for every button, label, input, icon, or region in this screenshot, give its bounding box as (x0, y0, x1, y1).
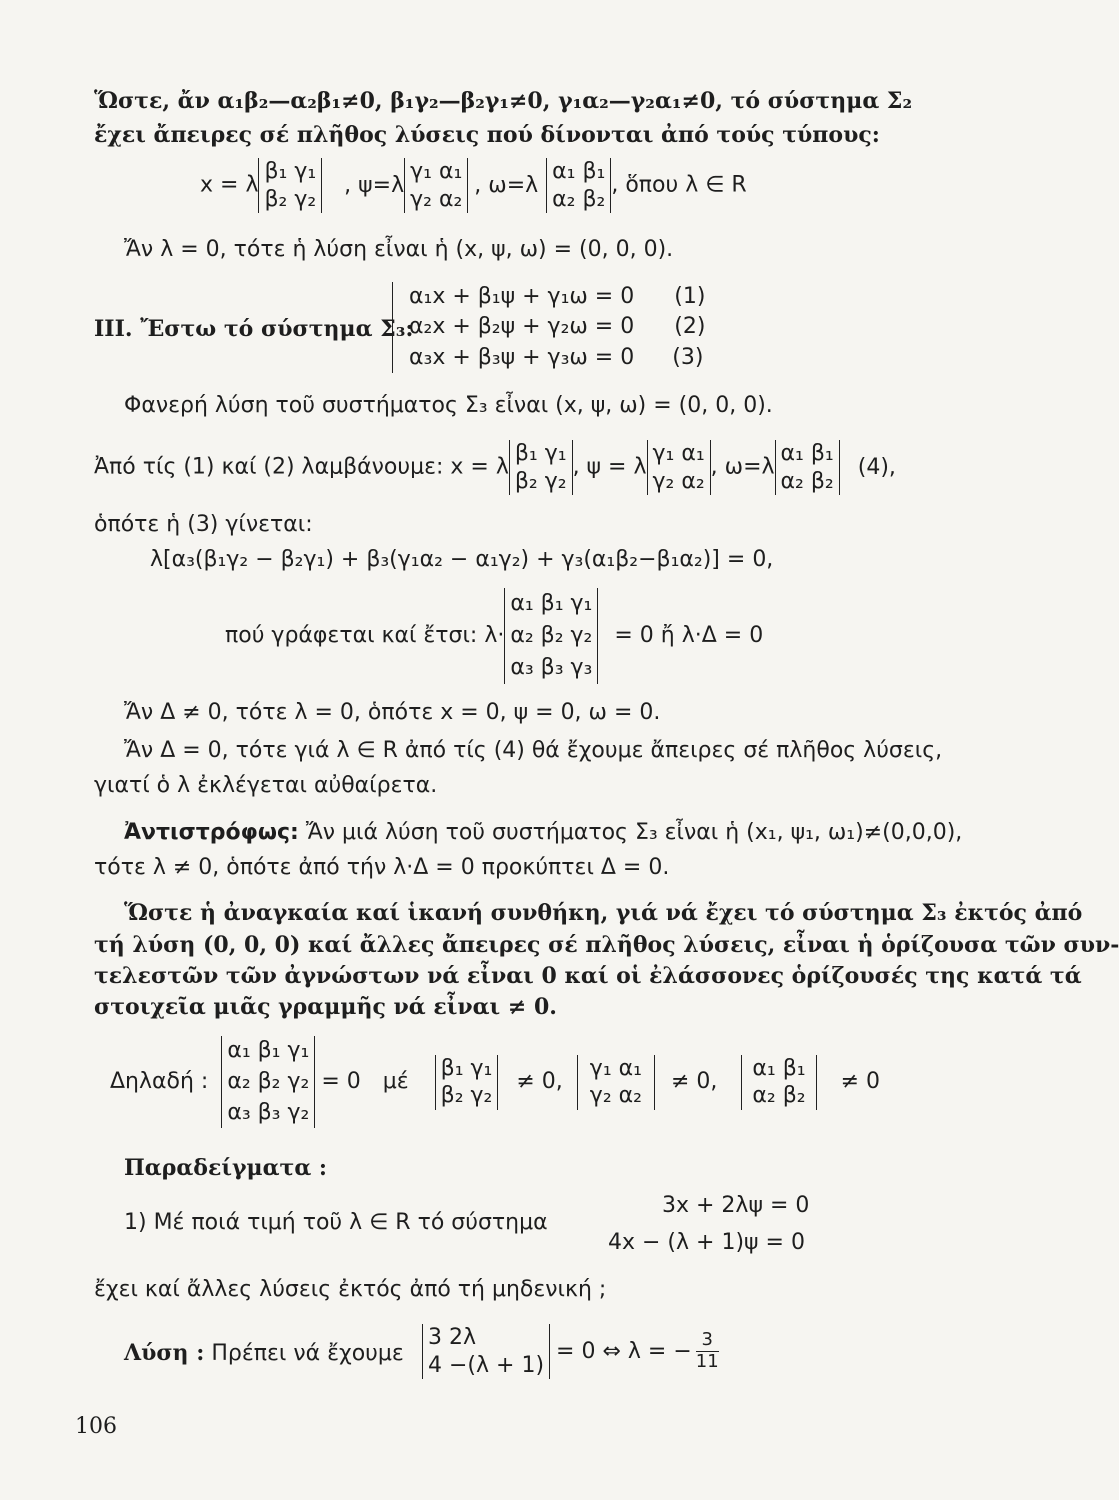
solution-formula (422, 1324, 719, 1379)
formula-from12 (94, 440, 896, 495)
det-row: β₁ γ₁ (514, 441, 567, 466)
formula-label: Ἀπό τίς (1) καί (2) λαμβάνουμε: x = λ (94, 454, 509, 480)
text-line: ὁπότε ἡ (3) γίνεται: (94, 512, 313, 537)
det-row: 3 2λ (428, 1325, 477, 1350)
det-row: α₁ β₁ γ₁ (510, 591, 593, 616)
text-line: ἔχει καί ἄλλες λύσεις ἐκτός ἀπό τή μηδενική ; (94, 1277, 607, 1302)
det-row: α₂ β₂ γ₂ (227, 1068, 310, 1094)
determinant (647, 440, 711, 495)
section-label: ΙΙΙ. Ἔστω τό σύστημα Σ₃: (94, 316, 414, 342)
determinant (258, 158, 322, 213)
fraction (696, 1330, 719, 1372)
determinant (546, 158, 611, 213)
det-row: β₂ γ₂ (264, 186, 317, 212)
equation: α₁x + β₁ψ + γ₁ω = 0 (1) (409, 282, 705, 312)
formula-label: = 0 ⇔ λ = − (556, 1338, 692, 1364)
det-row: γ₁ α₁ (410, 159, 463, 184)
text-line: Ἀντιστρόφως: Ἄν μιά λύση τοῦ συστήματος Σ₃ εἶναι ἡ (x₁, ψ₁, ω₁)≠(0,0,0), (124, 820, 963, 845)
equation-number: (4), (857, 454, 896, 480)
formula-label: = 0 (321, 1069, 361, 1095)
text-line: Φανερή λύση τοῦ συστήματος Σ₃ εἶναι (x, ψ, ω) = (0, 0, 0). (124, 393, 773, 418)
det-row: β₂ γ₂ (514, 468, 567, 494)
det-row: γ₂ α₂ (410, 186, 463, 212)
fraction-numerator: 3 (696, 1330, 719, 1352)
equation-number: (1) (674, 284, 706, 309)
det-row: β₁ γ₁ (440, 1055, 493, 1081)
det-row: α₁ β₁ (780, 441, 834, 466)
det-row: α₂ β₂ (752, 1083, 806, 1109)
converse-label: Ἀντιστρόφως: (124, 820, 299, 845)
det-row: α₃ β₃ γ₂ (227, 1099, 310, 1125)
text-line: Ἄν Δ ≠ 0, τότε λ = 0, ὁπότε x = 0, ψ = 0, ω = 0. (124, 700, 661, 725)
text-line: τή λύση (0, 0, 0) καί ἄλλες ἄπειρες σέ πλῆθος λύσεις, εἶναι ἡ ὁρίζουσα τῶν συν- (94, 932, 1119, 958)
formula-label: πού γράφεται καί ἔτσι: λ· (225, 622, 505, 648)
det-row: α₂ β₂ (780, 468, 834, 494)
text-line: γιατί ὁ λ ἐκλέγεται αὐθαίρετα. (94, 773, 438, 798)
fraction-denominator: 11 (695, 1351, 719, 1372)
determinant (775, 440, 840, 495)
equation-number: (3) (672, 344, 704, 370)
det-row: γ₁ α₁ (652, 441, 705, 466)
det-row: 4 −(λ + 1) (428, 1352, 545, 1378)
determinant (504, 588, 598, 684)
text-line: Ἄν Δ = 0, τότε γιά λ ∈ R ἀπό τίς (4) θά ἔχουμε ἄπειρες σέ πλῆθος λύσεις, (124, 738, 943, 763)
det-row: γ₂ α₂ (652, 468, 705, 494)
text-line: τότε λ ≠ 0, ὁπότε ἀπό τήν λ·Δ = 0 προκύπτει Δ = 0. (94, 855, 670, 880)
formula-xyz (200, 158, 747, 213)
formula-label: , ψ=λ (344, 172, 405, 198)
text-line: Ὥστε ἡ ἀναγκαία καί ἱκανή συνθήκη, γιά νά ἔχει τό σύστημα Σ₃ ἐκτός ἀπό (124, 900, 1083, 926)
determinant (577, 1055, 655, 1110)
formula-label: x = λ (200, 172, 259, 198)
formula-label: ≠ 0 (840, 1069, 880, 1095)
det-row: α₃ β₃ γ₃ (510, 654, 593, 680)
det-row: α₂ β₂ (552, 186, 606, 212)
text-line: Ἄν λ = 0, τότε ἡ λύση εἶναι ἡ (x, ψ, ω) = (0, 0, 0). (124, 237, 674, 262)
page-number: 106 (75, 1414, 117, 1439)
text-line: 1) Μέ ποιά τιμή τοῦ λ ∈ R τό σύστημα (124, 1210, 548, 1235)
formula-label: ≠ 0, (670, 1069, 718, 1095)
text-line: Ὥστε, ἄν α₁β₂—α₂β₁≠0, β₁γ₂—β₂γ₁≠0, γ₁α₂—γ₂α₁≠0, τό σύστημα Σ₂ (94, 88, 913, 114)
equation: α₃x + β₃ψ + γ₃ω = 0 (3) (409, 343, 705, 373)
det-row: α₂ β₂ γ₂ (510, 622, 593, 648)
formula-expansion: λ[α₃(β₁γ₂ − β₂γ₁) + β₃(γ₁α₂ − α₁γ₂) + γ₃(α₁β₂−β₁α₂)] = 0, (150, 547, 774, 572)
formula-namely (110, 1036, 880, 1128)
formula-label: = 0 ἤ λ·Δ = 0 (614, 622, 764, 648)
formula-label: , ω=λ (710, 454, 775, 480)
text-line: στοιχεῖα μιᾶς γραμμῆς νά εἶναι ≠ 0. (94, 994, 557, 1020)
equation-system (392, 282, 705, 373)
det-row: α₁ β₁ γ₁ (227, 1038, 310, 1063)
text-line: τελεστῶν τῶν ἀγνώστων νά εἶναι 0 καί οἱ ἐλάσσονες ὁρίζουσές της κατά τά (94, 963, 1082, 989)
section-title: Παραδείγματα : (124, 1155, 328, 1181)
determinant (741, 1055, 816, 1110)
det-row: α₁ β₁ (752, 1055, 806, 1081)
equation: 3x + 2λψ = 0 (662, 1193, 810, 1218)
formula-label: Δηλαδή : (110, 1069, 209, 1095)
det-row: β₁ γ₁ (264, 159, 317, 184)
text-line: ἔχει ἄπειρες σέ πλῆθος λύσεις πού δίνονται ἀπό τούς τύπους: (94, 122, 880, 148)
formula-label: , ψ = λ (572, 454, 647, 480)
formula-written (225, 588, 763, 684)
determinant (221, 1036, 315, 1128)
solution-label: Λύση : (124, 1340, 205, 1366)
determinant (404, 158, 468, 213)
det-row: α₁ β₁ (552, 159, 606, 184)
det-row: γ₂ α₂ (589, 1083, 642, 1109)
equation-number: (2) (674, 314, 706, 340)
equation: 4x − (λ + 1)ψ = 0 (608, 1230, 805, 1255)
solution (124, 1340, 404, 1367)
det-row: γ₁ α₁ (589, 1055, 642, 1081)
det-row: β₂ γ₂ (440, 1083, 493, 1109)
determinant (435, 1055, 499, 1110)
formula-label: ≠ 0, (516, 1069, 563, 1095)
text-line: Πρέπει νά ἔχουμε (211, 1341, 404, 1366)
determinant (509, 440, 573, 495)
formula-label: μέ (382, 1069, 409, 1095)
formula-label: , ὅπου λ ∈ R (611, 172, 747, 198)
formula-label: , ω=λ (474, 172, 539, 198)
equation: α₂x + β₂ψ + γ₂ω = 0 (2) (409, 312, 705, 342)
determinant (422, 1324, 550, 1379)
